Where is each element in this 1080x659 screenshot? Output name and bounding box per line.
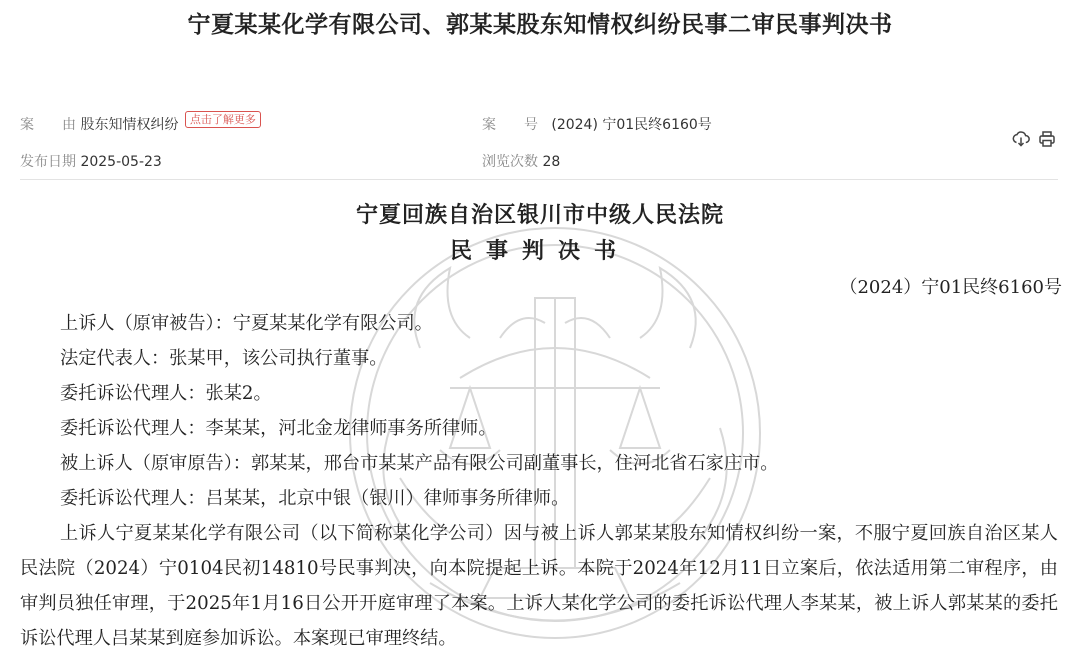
views-row <box>482 151 560 171</box>
party-line: 法定代表人：张某甲，该公司执行董事。 <box>60 348 388 369</box>
judgment-body <box>20 306 1058 656</box>
publish-date-row <box>20 151 162 171</box>
learn-more-button[interactable]: 点击了解更多 <box>185 111 261 128</box>
party-line: 上诉人（原审被告）：宁夏某某化学有限公司。 <box>60 313 433 334</box>
party-line: 委托诉讼代理人：张某2。 <box>60 383 272 404</box>
cause-label: 案 由 <box>20 117 76 133</box>
publish-date-label: 发布日期 <box>20 154 76 170</box>
document-title: 宁夏某某化学有限公司、郭某某股东知情权纠纷民事二审民事判决书 <box>187 12 893 38</box>
download-icon[interactable] <box>1012 130 1030 148</box>
cause-row <box>20 114 261 134</box>
party-line: 被上诉人（原审原告）：郭某某，邢台市某某产品有限公司副董事长，住河北省石家庄市。 <box>60 453 779 474</box>
case-no-row <box>482 114 712 134</box>
header-divider <box>20 179 1058 180</box>
views-label: 浏览次数 <box>482 154 538 170</box>
print-icon[interactable] <box>1038 130 1056 148</box>
document-type: 民事判决书 <box>449 239 630 264</box>
party-line: 委托诉讼代理人：吕某某，北京中银（银川）律师事务所律师。 <box>60 488 570 509</box>
case-number: （2024）宁01民终6160号 <box>839 277 1062 298</box>
views-value: 28 <box>542 154 561 170</box>
toolbar <box>1012 130 1056 148</box>
case-summary-paragraph: 上诉人宁夏某某化学有限公司（以下简称某化学公司）因与被上诉人郭某某股东知情权纠纷一案，不服宁夏回族自治区某人民法院（2024）宁0104民初14810号民事判决，向本院提起上诉。本院于2024年12月11日立案后，依法适用第二审程序，由审判员独任审理，于2025年1月16日公开开庭审理了本案。上诉人某化学公司的委托诉讼代理人李某某，被上诉人郭某某的委托诉讼代理人吕某某到庭参加诉讼。本案现已审理终结。 <box>20 523 1058 649</box>
publish-date-value: 2025-05-23 <box>80 154 162 170</box>
case-no-value: (2024) 宁01民终6160号 <box>551 117 712 133</box>
party-line: 委托诉讼代理人：李某某，河北金龙律师事务所律师。 <box>60 418 497 439</box>
cause-value: 股东知情权纠纷 <box>80 117 179 133</box>
court-name: 宁夏回族自治区银川市中级人民法院 <box>355 203 724 228</box>
case-no-label: 案 号 <box>482 117 538 133</box>
